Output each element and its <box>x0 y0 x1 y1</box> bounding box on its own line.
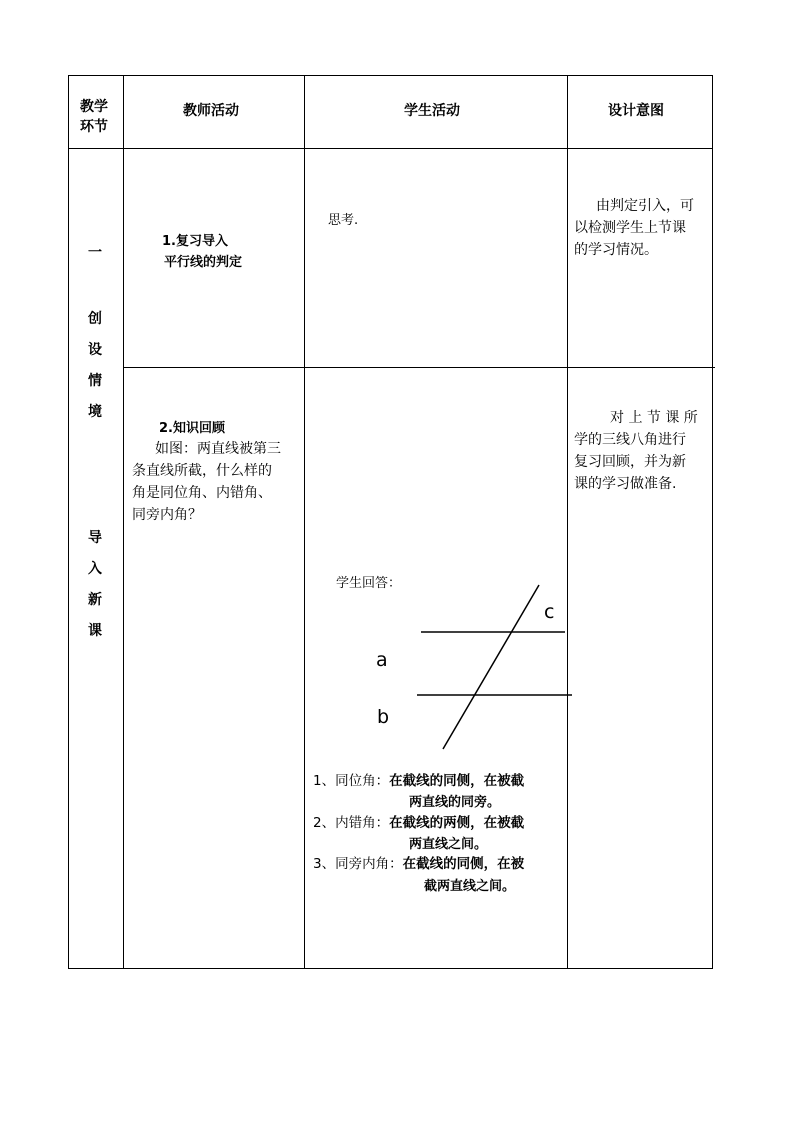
row1-student-text: 思考. <box>328 213 359 228</box>
stage-char: 情 <box>88 373 102 389</box>
stage-char: 课 <box>88 623 102 639</box>
header-design-intent: 设计意图 <box>608 103 664 119</box>
answer-item: 3、同旁内角：在截线的同侧，在被 <box>313 856 525 872</box>
stage-char: 创 <box>88 311 102 327</box>
label-b: b <box>377 706 390 728</box>
stage-char: 一 <box>88 245 102 261</box>
answer-item: 1、同位角：在截线的同侧，在被截 <box>313 773 525 789</box>
header-student-activity: 学生活动 <box>404 103 460 119</box>
answer-item-cont: 截两直线之间。 <box>424 879 516 894</box>
student-answer-label: 学生回答： <box>336 576 402 591</box>
stage-char: 境 <box>88 404 102 420</box>
header-teacher-activity: 教师活动 <box>183 103 239 119</box>
answer-item-cont: 两直线之间。 <box>409 837 488 852</box>
row2-teacher-line: 同旁内角？ <box>132 507 202 523</box>
row2-teacher-line: 角是同位角、内错角、 <box>132 485 272 501</box>
label-a: a <box>376 649 388 671</box>
row2-intent-line: 对 上 节 课 所 <box>610 410 698 426</box>
row1-intent-line: 的学习情况。 <box>574 242 658 258</box>
row2-teacher-line: 如图：两直线被第三 <box>155 441 281 457</box>
row2-intent-line: 学的三线八角进行 <box>574 432 686 448</box>
row2-intent-line: 课的学习做准备. <box>574 476 677 492</box>
stage-char: 设 <box>88 342 102 358</box>
row2-intent-line: 复习回顾，并为新 <box>574 454 686 470</box>
header-stage-line1: 教学 <box>80 99 108 115</box>
row2-teacher-title: 2.知识回顾 <box>159 421 225 436</box>
answer-item: 2、内错角：在截线的两侧，在被截 <box>313 815 525 831</box>
row1-teacher-title: 1.复习导入 <box>162 234 228 249</box>
transversal-c <box>443 585 539 749</box>
stage-char: 新 <box>88 592 102 608</box>
row2-teacher-line: 条直线所截，什么样的 <box>132 463 272 479</box>
answer-item-cont: 两直线的同旁。 <box>409 795 501 810</box>
header-stage-line2: 环节 <box>80 119 108 135</box>
stage-char: 导 <box>88 530 102 546</box>
label-c: c <box>544 601 555 623</box>
row1-intent-line: 以检测学生上节课 <box>574 220 686 236</box>
row1-teacher-subtitle: 平行线的判定 <box>164 255 243 270</box>
row1-intent-line: 由判定引入，可 <box>596 198 694 214</box>
stage-char: 入 <box>88 561 102 577</box>
